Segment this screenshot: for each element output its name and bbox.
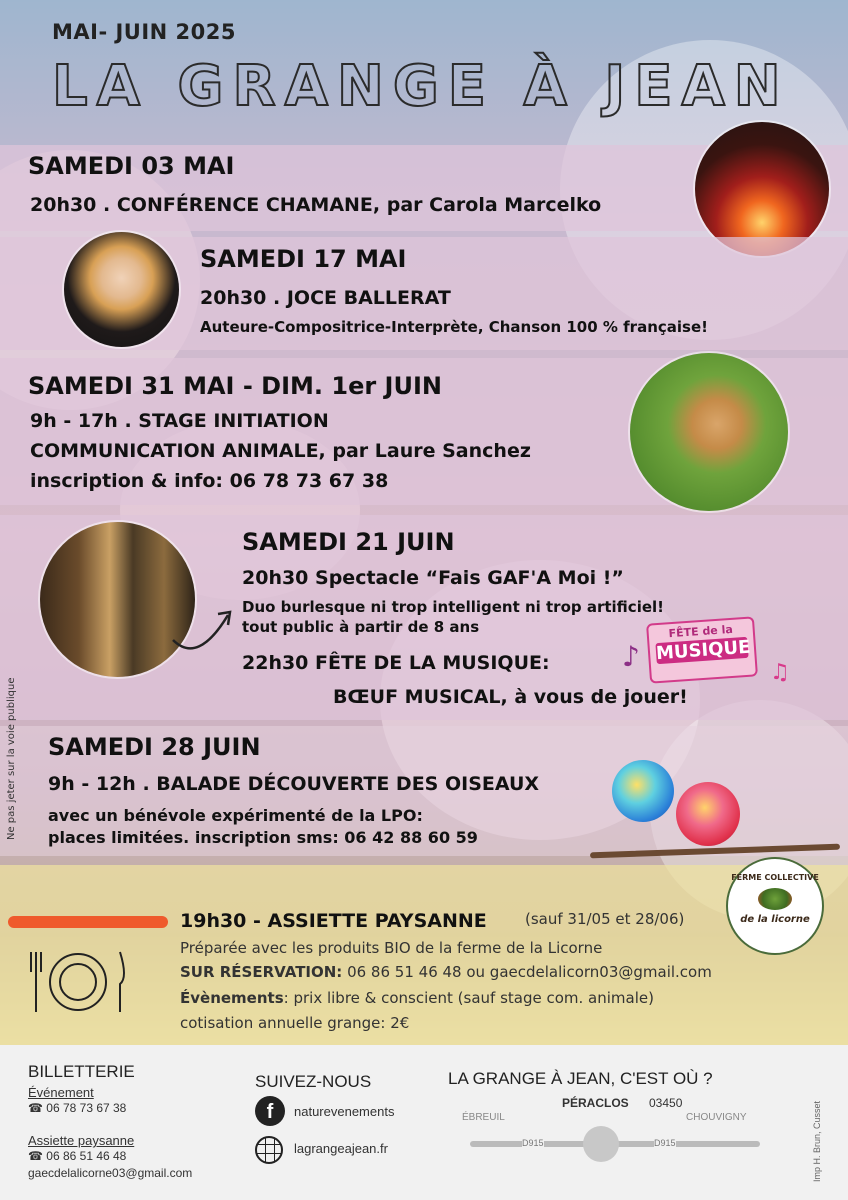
venue-title: LA GRANGE À JEAN: [52, 54, 790, 119]
event-detail: 20h30 Spectacle “Fais GAF'A Moi !”: [242, 567, 624, 589]
map-postcode: 03450: [649, 1096, 683, 1110]
assiette-phone-number[interactable]: 06 86 51 46 48: [46, 1149, 127, 1163]
map-road-label: D915: [522, 1138, 544, 1148]
event-detail: COMMUNICATION ANIMALE, par Laure Sanchez: [30, 440, 531, 462]
event-date: SAMEDI 28 JUIN: [48, 733, 261, 761]
assiette-reservation: [180, 963, 712, 981]
event-detail: 20h30 . JOCE BALLERAT: [200, 287, 451, 309]
badge-bottom-text: MUSIQUE: [655, 636, 752, 665]
bird-illustration-icon: [676, 782, 740, 846]
logo-bottom-text: de la licorne: [740, 914, 810, 925]
plate-cutlery-icon: [28, 948, 128, 1016]
event-description: Duo burlesque ni trop intelligent ni trop artificiel!: [242, 598, 664, 616]
events-pricing: : prix libre & conscient (sauf stage com. animale): [283, 989, 654, 1007]
event-detail: 20h30 . CONFÉRENCE CHAMANE, par Carola Marcelko: [30, 194, 602, 216]
billetterie-title: BILLETTERIE: [28, 1062, 135, 1081]
event-date: SAMEDI 17 MAI: [200, 245, 407, 273]
season-dates: MAI- JUIN 2025: [52, 20, 237, 44]
event-contact: places limitées. inscription sms: 06 42 88 60 59: [48, 828, 478, 847]
event-date: SAMEDI 21 JUIN: [242, 528, 455, 556]
billetterie-email[interactable]: gaecdelalicorne03@gmail.com: [28, 1166, 193, 1180]
reservation-label: SUR RÉSERVATION:: [180, 963, 343, 981]
reservation-contact: 06 86 51 46 48 ou gaecdelalicorn03@gmail.com: [342, 963, 712, 981]
event-contact: inscription & info: 06 78 73 67 38: [30, 470, 389, 492]
event-detail: 22h30 FÊTE DE LA MUSIQUE:: [242, 652, 550, 674]
event-description: Auteure-Compositrice-Interprète, Chanson 100 % française!: [200, 318, 708, 336]
phone-icon: ☎: [28, 1149, 47, 1163]
music-note-icon: ♫: [770, 660, 790, 685]
assiette-exception-note: (sauf 31/05 et 28/06): [525, 910, 685, 928]
logo-leaf-icon: [758, 888, 792, 910]
event-detail: BŒUF MUSICAL, à vous de jouer!: [333, 686, 688, 708]
map-title: LA GRANGE À JEAN, C'EST OÙ ?: [448, 1069, 713, 1088]
event-detail: 9h - 17h . STAGE INITIATION: [30, 410, 329, 432]
map-location-marker: [583, 1126, 619, 1162]
map-left-town: ÉBREUIL: [462, 1112, 505, 1123]
arrow-icon: [168, 600, 238, 660]
map-place: PÉRACLOS: [562, 1096, 629, 1110]
map-right-town: CHOUVIGNY: [686, 1112, 747, 1123]
event-ticket-phone: [28, 1101, 126, 1115]
assiette-pricing: [180, 989, 654, 1007]
event-ticket-label: Événement: [28, 1085, 94, 1100]
facebook-icon[interactable]: f: [255, 1096, 285, 1126]
bird-illustration-icon: [612, 760, 674, 822]
printer-credit: Imp H. Brun, Cusset: [812, 1100, 822, 1182]
membership-fee: cotisation annuelle grange: 2€: [180, 1014, 410, 1032]
disposal-notice: Ne pas jeter sur la voie publique: [6, 677, 17, 840]
social-title: SUIVEZ-NOUS: [255, 1072, 372, 1091]
event-detail: 9h - 12h . BALADE DÉCOUVERTE DES OISEAUX: [48, 773, 540, 795]
fete-musique-badge: [646, 616, 758, 683]
campfire-photo: [695, 122, 829, 256]
hand-and-paw-photo: [630, 353, 788, 511]
ferme-licorne-logo: [726, 857, 824, 955]
music-note-icon: ♪: [622, 640, 640, 673]
map-road-label: D915: [654, 1138, 676, 1148]
assiette-ticket-label: Assiette paysanne: [28, 1133, 135, 1148]
event-description: avec un bénévole expérimenté de la LPO:: [48, 806, 423, 825]
assiette-ticket-phone: [28, 1149, 126, 1163]
events-label: Évènements: [180, 989, 284, 1007]
assiette-description: Préparée avec les produits BIO de la ferme de la Licorne: [180, 939, 603, 957]
website-link[interactable]: lagrangeajean.fr: [294, 1141, 388, 1156]
artist-portrait-photo: [64, 232, 179, 347]
logo-top-text: FERME COLLECTIVE: [731, 873, 819, 882]
assiette-title: 19h30 - ASSIETTE PAYSANNE: [180, 910, 487, 932]
badge-top-text: FÊTE de la: [668, 622, 734, 641]
brush-stroke-decoration: [8, 916, 168, 928]
phone-icon: ☎: [28, 1101, 47, 1115]
event-date: SAMEDI 31 MAI - DIM. 1er JUIN: [28, 372, 442, 400]
globe-icon[interactable]: [255, 1136, 283, 1164]
event-phone-number[interactable]: 06 78 73 67 38: [46, 1101, 127, 1115]
event-date: SAMEDI 03 MAI: [28, 152, 235, 180]
facebook-handle[interactable]: naturevenements: [294, 1104, 395, 1119]
event-description: tout public à partir de 8 ans: [242, 618, 480, 636]
